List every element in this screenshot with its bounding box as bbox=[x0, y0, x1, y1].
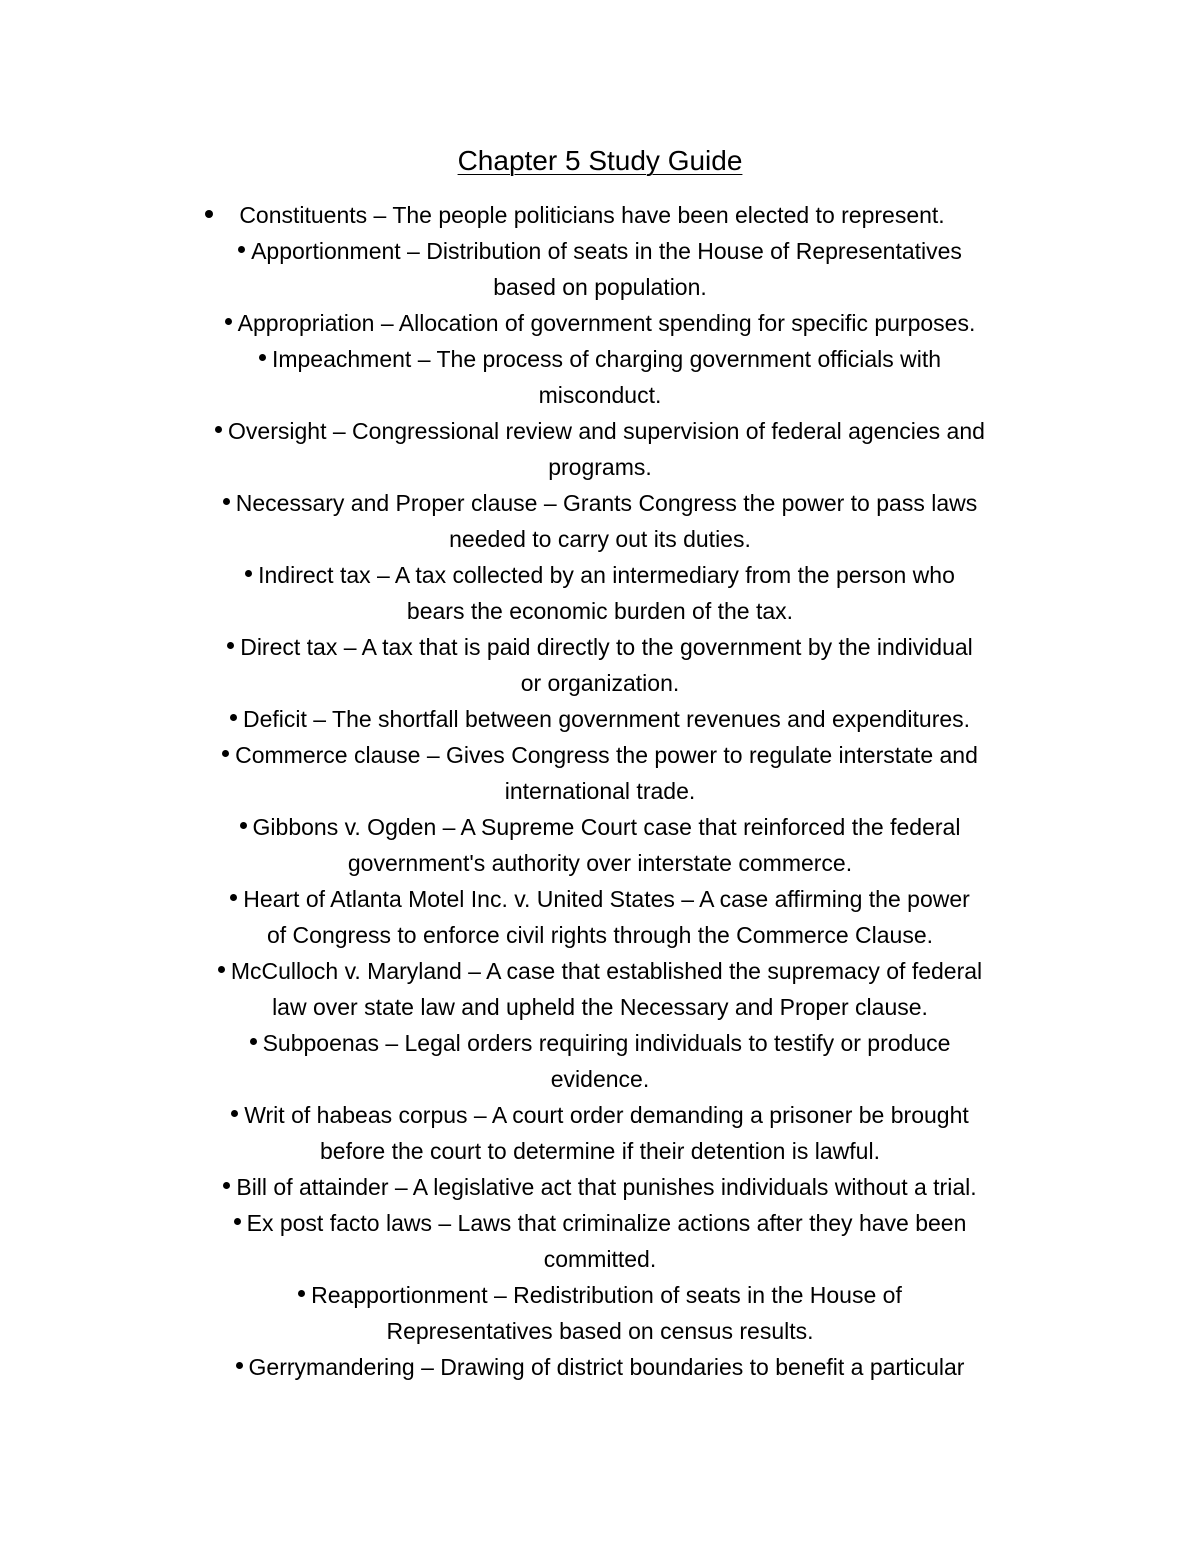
glossary-entry-continuation bbox=[0, 449, 1200, 485]
bullet-icon bbox=[215, 426, 222, 433]
glossary-entry-text: Constituents – The people politicians have been elected to represent. bbox=[239, 202, 945, 228]
glossary-entry-text: Commerce clause – Gives Congress the power to regulate interstate and bbox=[235, 742, 978, 768]
glossary-entry-text: Gerrymandering – Drawing of district boundaries to benefit a particular bbox=[248, 1354, 965, 1380]
glossary-entry-text: before the court to determine if their detention is lawful. bbox=[320, 1138, 880, 1164]
glossary-entry-text: Writ of habeas corpus – A court order demanding a prisoner be brought bbox=[244, 1102, 969, 1128]
glossary-entry-continuation bbox=[0, 1313, 1200, 1349]
glossary-entry-text: Reapportionment – Redistribution of seats in the House of bbox=[311, 1282, 902, 1308]
glossary-entry bbox=[0, 197, 1175, 233]
bullet-icon bbox=[227, 642, 234, 649]
bullet-icon bbox=[298, 1290, 305, 1297]
glossary-entry-continuation bbox=[0, 665, 1200, 701]
bullet-icon bbox=[234, 1218, 241, 1225]
glossary-entry-text: Gibbons v. Ogden – A Supreme Court case that reinforced the federal bbox=[252, 814, 961, 840]
glossary-entry bbox=[0, 413, 1200, 449]
bullet-icon bbox=[231, 1110, 238, 1117]
glossary-list bbox=[0, 197, 1200, 1385]
glossary-entry-text: Apportionment – Distribution of seats in the House of Representatives bbox=[251, 238, 962, 264]
glossary-entry bbox=[0, 1169, 1200, 1205]
bullet-icon bbox=[225, 318, 232, 325]
glossary-entry bbox=[0, 809, 1200, 845]
bullet-icon bbox=[218, 966, 225, 973]
glossary-entry-text: McCulloch v. Maryland – A case that established the supremacy of federal bbox=[230, 958, 983, 984]
glossary-entry-text: government's authority over interstate commerce. bbox=[347, 850, 853, 876]
glossary-entry bbox=[0, 557, 1200, 593]
page-title: Chapter 5 Study Guide bbox=[457, 145, 743, 176]
glossary-entry bbox=[0, 1277, 1200, 1313]
glossary-entry-continuation bbox=[0, 377, 1200, 413]
glossary-entry-text: law over state law and upheld the Necessary and Proper clause. bbox=[272, 994, 928, 1020]
glossary-entry-text: Heart of Atlanta Motel Inc. v. United States – A case affirming the power bbox=[243, 886, 970, 912]
bullet-icon bbox=[259, 354, 266, 361]
bullet-icon bbox=[245, 570, 252, 577]
glossary-entry bbox=[0, 629, 1200, 665]
bullet-icon bbox=[222, 750, 229, 757]
glossary-entry-continuation bbox=[0, 593, 1200, 629]
glossary-entry-text: Direct tax – A tax that is paid directly to the government by the individual bbox=[240, 634, 973, 660]
glossary-entry bbox=[0, 305, 1200, 341]
glossary-entry-text: or organization. bbox=[520, 670, 680, 696]
glossary-entry-text: Indirect tax – A tax collected by an intermediary from the person who bbox=[258, 562, 955, 588]
glossary-entry-text: needed to carry out its duties. bbox=[449, 526, 751, 552]
glossary-entry bbox=[0, 737, 1200, 773]
glossary-entry-continuation bbox=[0, 1133, 1200, 1169]
glossary-entry bbox=[0, 233, 1200, 269]
glossary-entry-continuation bbox=[0, 989, 1200, 1025]
glossary-entry-text: evidence. bbox=[550, 1066, 650, 1092]
glossary-entry bbox=[0, 881, 1200, 917]
glossary-entry bbox=[0, 1205, 1200, 1241]
bullet-icon bbox=[205, 210, 213, 218]
glossary-entry bbox=[0, 953, 1200, 989]
bullet-icon bbox=[236, 1362, 243, 1369]
bullet-icon bbox=[230, 714, 237, 721]
glossary-entry bbox=[0, 1097, 1200, 1133]
glossary-entry-continuation bbox=[0, 521, 1200, 557]
glossary-entry-text: Ex post facto laws – Laws that criminalize actions after they have been bbox=[246, 1210, 967, 1236]
glossary-entry-text: Impeachment – The process of charging government officials with bbox=[271, 346, 942, 372]
glossary-entry-text: of Congress to enforce civil rights through the Commerce Clause. bbox=[266, 922, 934, 948]
glossary-entry bbox=[0, 341, 1200, 377]
glossary-entry-text: Deficit – The shortfall between government revenues and expenditures. bbox=[242, 706, 971, 732]
bullet-icon bbox=[238, 246, 245, 253]
glossary-entry-text: Representatives based on census results. bbox=[386, 1318, 814, 1344]
glossary-entry-continuation bbox=[0, 773, 1200, 809]
glossary-entry-text: Oversight – Congressional review and supervision of federal agencies and bbox=[228, 418, 985, 444]
glossary-entry-text: bears the economic burden of the tax. bbox=[406, 598, 794, 624]
glossary-entry-continuation bbox=[0, 1241, 1200, 1277]
glossary-entry-text: misconduct. bbox=[538, 382, 662, 408]
glossary-entry bbox=[0, 1025, 1200, 1061]
bullet-icon bbox=[230, 894, 237, 901]
glossary-entry-text: Appropriation – Allocation of government spending for specific purposes. bbox=[237, 310, 976, 336]
glossary-entry-text: programs. bbox=[548, 454, 652, 480]
glossary-entry-continuation bbox=[0, 845, 1200, 881]
glossary-entry-text: committed. bbox=[543, 1246, 657, 1272]
glossary-entry-continuation bbox=[0, 917, 1200, 953]
glossary-entry-continuation bbox=[0, 269, 1200, 305]
glossary-entry bbox=[0, 1349, 1200, 1385]
bullet-icon bbox=[240, 822, 247, 829]
glossary-entry-continuation bbox=[0, 1061, 1200, 1097]
glossary-entry-text: international trade. bbox=[504, 778, 696, 804]
glossary-entry-text: Bill of attainder – A legislative act that punishes individuals without a trial. bbox=[236, 1174, 977, 1200]
glossary-entry bbox=[0, 485, 1200, 521]
bullet-icon bbox=[223, 1182, 230, 1189]
glossary-entry-text: based on population. bbox=[493, 274, 707, 300]
bullet-icon bbox=[223, 498, 230, 505]
bullet-icon bbox=[250, 1038, 257, 1045]
glossary-entry-text: Necessary and Proper clause – Grants Congress the power to pass laws bbox=[235, 490, 978, 516]
glossary-entry-text: Subpoenas – Legal orders requiring individuals to testify or produce bbox=[262, 1030, 951, 1056]
glossary-entry bbox=[0, 701, 1200, 737]
